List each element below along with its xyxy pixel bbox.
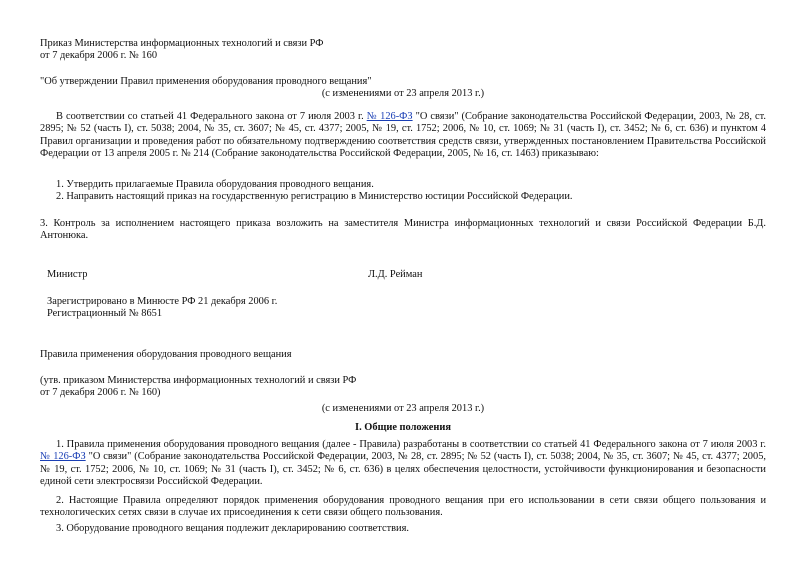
registration-number: Регистрационный № 8651 <box>47 308 163 320</box>
law-126-fz-link[interactable]: № 126-ФЗ <box>366 111 413 122</box>
order-header <box>40 38 766 63</box>
order-amendment-note: (с изменениями от 23 апреля 2013 г.) <box>321 88 485 100</box>
order-title-block <box>40 76 766 101</box>
order-item-2: 2. Направить настоящий приказ на государственную регистрацию в Министерство юстиции Российской Федерации. <box>56 191 573 203</box>
rules-amendment-note: (с изменениями от 23 апреля 2013 г.) <box>321 403 485 414</box>
preamble-paragraph <box>40 111 766 161</box>
order-date: от 7 декабря 2006 г. № 160 <box>40 50 158 62</box>
order-item-1: 1. Утвердить прилагаемые Правила оборудования проводного вещания. <box>56 179 374 190</box>
rules-paragraph-3: 3. Оборудование проводного вещания подлежит декларированию соответствия. <box>56 523 409 534</box>
rules-approval <box>40 375 766 400</box>
rules-approved-by: (утв. приказом Министерства информационных технологий и связи РФ <box>40 375 357 386</box>
rules-p1-text-start: 1. Правила применения оборудования проводного вещания (далее - Правила) разработаны в соответствии со статьей 41 Федерального закона от 7 июля 2003 г. <box>56 439 766 450</box>
registration-date: Зарегистрировано в Минюсте РФ 21 декабря 2006 г. <box>47 296 278 307</box>
rules-p1-text-end: "О связи" (Собрание законодательства Российской Федерации, 2003, № 28, ст. 2895; № 52 (часть I), ст. 5038; 2004, № 35, ст. 3607; № 45, ст. 4377; 2005, № 19, ст. 1752; 2006, № 10, ст. 1069; № 31 (часть I), ст. 3452; № 6, ст. 636) в целях обеспечения целостности, устойчивости функционирования и безопасности единой сети электросвязи Российской Федерации. <box>40 451 766 488</box>
section-heading: I. Общие положения <box>355 422 451 433</box>
rules-paragraph-2: 2. Настоящие Правила определяют порядок применения оборудования проводного вещания при его использовании в сети связи общего пользования и технологических сетях связи в случае их присоединения к сети связи общего пользования. <box>40 495 766 519</box>
signature-position: Министр <box>47 269 88 280</box>
rules-paragraph-1 <box>40 439 766 489</box>
rules-title: Правила применения оборудования проводного вещания <box>40 349 292 360</box>
rules-approved-date: от 7 декабря 2006 г. № 160) <box>40 387 161 399</box>
signature-name: Л.Д. Рейман <box>368 269 423 280</box>
order-title: "Об утверждении Правил применения оборудования проводного вещания" <box>40 76 372 87</box>
registration-block <box>47 296 277 321</box>
control-paragraph: 3. Контроль за исполнением настоящего приказа возложить на заместителя Министра информационных технологий и связи Российской Федерации Б.Д. Антонюка. <box>40 218 766 242</box>
order-items <box>56 179 766 204</box>
order-issuer: Приказ Министерства информационных технологий и связи РФ <box>40 38 324 49</box>
preamble-text-start: В соответствии со статьей 41 Федерального закона от 7 июля 2003 г. <box>56 111 367 122</box>
law-126-fz-link-2[interactable]: № 126-ФЗ <box>40 451 86 463</box>
preamble-text-end: "О связи" (Собрание законодательства Российской Федерации, 2003, № 28, ст. 2895; № 52 (часть I), ст. 5038; 2004, № 35, ст. 3607; № 45, ст. 4377; 2005, № 19, ст. 1752; 2006, № 10, ст. 1069; № 31 (часть I), ст. 3452; № 6, ст. 636) и пунктом 4 Правил организации и проведения работ по обязательному подтверждению соответствия средств связи, утвержденных постановлением Правительства Российской Федерации от 13 апреля 2005 г. № 214 (Собрание законодательства Российской Федерации, 2005, № 16, ст. 1463) приказываю: <box>40 111 766 160</box>
